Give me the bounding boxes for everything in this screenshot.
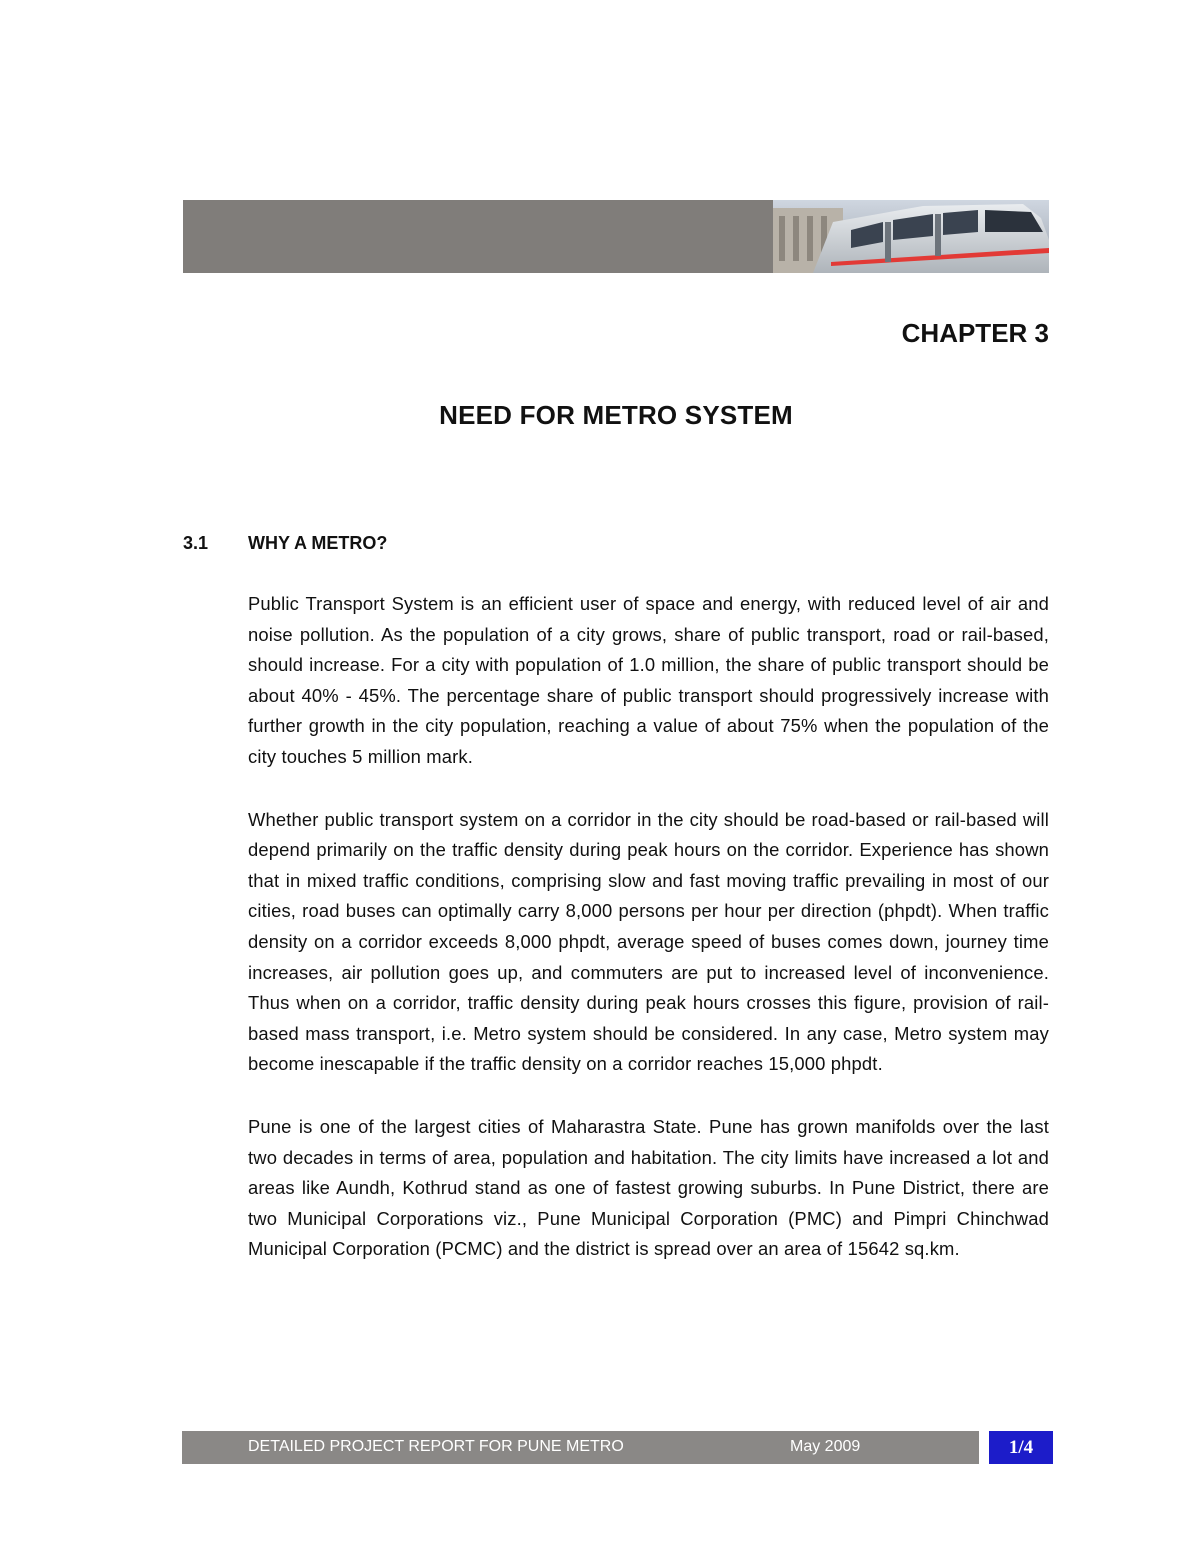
footer-report-name: DETAILED PROJECT REPORT FOR PUNE METRO (248, 1438, 624, 1455)
paragraph: Whether public transport system on a corridor in the city should be road-based or rail-based will depend primarily on the traffic density during peak hours on the corridor. Experience has shown that in mixed traffic conditions, comprising slow and fast moving traffic prevailing in most of our cities, road buses can optimally carry 8,000 persons per hour per direction (phpdt). When traffic density on a corridor exceeds 8,000 phpdt, average speed of buses comes down, journey time increases, air pollution goes up, and commuters are put to increased level of inconvenience. Thus when on a corridor, traffic density during peak hours crosses this figure, provision of rail-based mass transport, i.e. Metro system should be considered. In any case, Metro system may become inescapable if the traffic density on a corridor reaches 15,000 phpdt. (248, 808, 1049, 1075)
footer-date: May 2009 (790, 1438, 861, 1455)
chapter-label: CHAPTER 3 (901, 318, 1049, 348)
header-banner (183, 200, 1049, 273)
section-title: WHY A METRO? (248, 533, 388, 553)
metro-train-image (773, 200, 1049, 273)
footer-bar (182, 1431, 979, 1464)
section-number: 3.1 (183, 533, 209, 553)
paragraph: Pune is one of the largest cities of Maharastra State. Pune has grown manifolds over the last two decades in terms of area, population and habitation. The city limits have increased a lot and areas like Aundh, Kothrud stand as one of fastest growing suburbs. In Pune District, there are two Municipal Corporations viz., Pune Municipal Corporation (PMC) and Pimpri Chinchwad Municipal Corporation (PCMC) and the district is spread over an area of 15642 sq.km. (248, 1115, 1049, 1260)
paragraph: Public Transport System is an efficient user of space and energy, with reduced level of air and noise pollution. As the population of a city grows, share of public transport, road or rail-based, should increase. For a city with population of 1.0 million, the share of public transport should be about 40% - 45%. The percentage share of public transport should progressively increase with further growth in the city population, reaching a value of about 75% when the population of the city touches 5 million mark. (248, 593, 1049, 767)
section-body (248, 589, 1049, 1297)
page-title: NEED FOR METRO SYSTEM (439, 400, 793, 430)
page-number-badge: 1/4 (989, 1431, 1053, 1464)
